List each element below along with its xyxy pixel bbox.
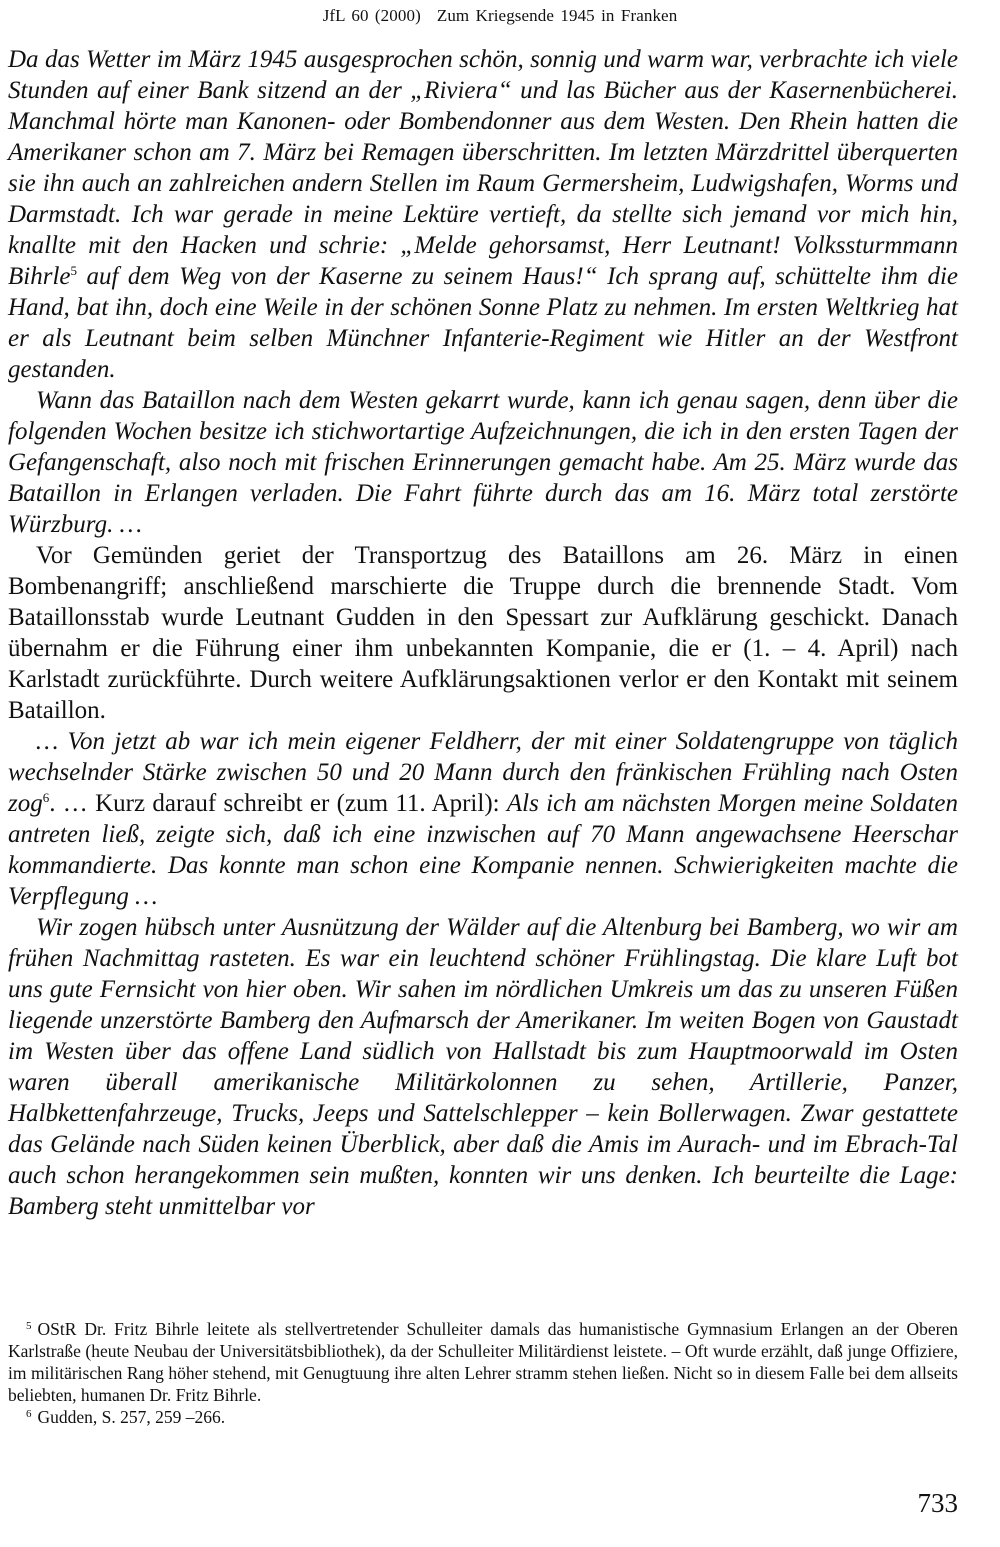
paragraph-5	[8, 912, 958, 1222]
footnote-ref-6: 6	[42, 790, 50, 805]
paragraph-4	[8, 726, 958, 912]
paragraph-3: Vor Gemünden geriet der Transportzug des Bataillons am 26. März in einen Bombenangriff; anschließend marschierte die Truppe durch die brennende Stadt. Vom Bataillonsstab wurde Leutnant Gudden in den Spessart zur Aufklärung geschickt. Danach übernahm er die Führung einer ihm unbekannten Kompanie, die er (1. – 4. April) nach Karlstadt zurückführte. Durch weitere Aufklärungsaktionen verlor er den Kontakt mit seinem Bataillon.	[8, 542, 958, 724]
footnote-6	[8, 1406, 958, 1428]
paragraph-1-part-a: Da das Wetter im März 1945 ausgesprochen schön, sonnig und warm war, verbrachte ich viele Stunden auf einer Bank sitzend an der „Riviera“ und las Bücher aus der Kasernenbücherei. Manchmal hörte man Kanonen- oder Bombendonner aus dem Westen. Den Rhein hatten die Amerikaner schon am 7. März bei Remagen überschritten. Im letzten Märzdrittel überquerten sie ihn auch an zahlreichen andern Stellen im Raum Germersheim, Ludwigshafen, Worms und Darmstadt. Ich war gerade in meine Lektüre vertieft, da stellte sich jemand vor mich hin, knallte mit den Hacken und schrie: „Melde gehorsamst, Herr Leutnant! Volkssturmmann Bihrle	[8, 46, 958, 290]
main-text	[8, 44, 958, 1222]
footnote-6-number: 6	[26, 1408, 32, 1420]
page-number: 733	[917, 1488, 958, 1518]
footnote-5	[8, 1318, 958, 1406]
running-title: Zum Kriegsende 1945 in Franken	[436, 6, 678, 25]
paragraph-4-part-c: Als ich am nächsten Morgen meine Soldaten antreten ließ, zeigte sich, daß ich eine inzwischen auf 70 Mann angewachsene Heerschar kommandierte. Das konnte man schon eine Kompanie nennen. Schwierigkeiten machte die Verpflegung …	[8, 790, 959, 910]
paragraph-5-text: Wir zogen hübsch unter Ausnützung der Wälder auf die Altenburg bei Bamberg, wo wir am frühen Nachmittag rasteten. Es war ein leuchtend schöner Frühlingstag. Die klare Luft bot uns gute Fernsicht von hier oben. Wir sahen im nördlichen Umkreis um das zu unseren Füßen liegende unzerstörte Bamberg den Aufmarsch der Amerikaner. Im weiten Bogen von Gaustadt im Westen über das offene Land südlich von Hallstadt bis zum Hauptmoorwald im Osten waren überall amerikanische Militärkolonnen zu sehen, Artillerie, Panzer, Halbkettenfahrzeuge, Trucks, Jeeps und Sattelschlepper – kein Bollerwagen. Zwar gestattete das Gelände nach Süden keinen Überblick, aber daß die Amis im Aurach- und im Ebrach-Tal auch schon herangekommen sein mußten, konnten wir uns denken. Ich beurteilte die Lage: Bamberg steht unmittelbar vor	[8, 914, 958, 1220]
footnote-5-text: OStR Dr. Fritz Bihrle leitete als stellvertretender Schulleiter damals das humanistische Gymnasium Erlangen an der Oberen Karlstraße (heute Neubau der Universitätsbibliothek), da der Schulleiter Militärdienst leistete. – Oft wurde erzählt, daß junge Offiziere, im militärischen Rang höher stehend, mit Genugtuung ihre alten Lehrer stramm stehen ließen. Nicht so in diesem Falle bei dem allseits beliebten, humanen Dr. Fritz Bihrle.	[8, 1319, 958, 1405]
paragraph-4-part-b: . … Kurz darauf schreibt er (zum 11. April):	[49, 790, 507, 817]
footnote-5-number: 5	[26, 1320, 32, 1332]
paragraph-1-part-b: auf dem Weg von der Kaserne zu seinem Haus!“ Ich sprang auf, schüttelte ihm die Hand, bat ihn, doch eine Weile in der schönen Sonne Platz zu nehmen. Im ersten Weltkrieg hat er als Leutnant beim selben Münchner Infanterie-Regiment wie Hitler an der Westfront gestanden.	[8, 263, 958, 383]
paragraph-2-text: Wann das Bataillon nach dem Westen gekarrt wurde, kann ich genau sagen, denn über die folgenden Wochen besitze ich stichwortartige Aufzeichnungen, die ich in den ersten Tagen der Gefangenschaft, also noch mit frischen Erinnerungen gemacht habe. Am 25. März wurde das Bataillon in Erlangen verladen. Die Fahrt führte durch das am 16. März total zerstörte Würzburg. …	[8, 387, 958, 538]
running-header	[0, 6, 1000, 26]
footnote-ref-5: 5	[70, 263, 77, 278]
paragraph-1	[8, 44, 958, 385]
paragraph-4-part-a: … Von jetzt ab war ich mein eigener Feldherr, der mit einer Soldatengruppe von täglich wechselnder Stärke zwischen 50 und 20 Mann durch den fränkischen Frühling nach Osten zog	[8, 728, 958, 817]
footnotes	[8, 1318, 958, 1428]
paragraph-2	[8, 385, 958, 540]
journal-reference: JfL 60 (2000)	[322, 6, 421, 25]
footnote-6-text: Gudden, S. 257, 259 –266.	[37, 1407, 226, 1427]
